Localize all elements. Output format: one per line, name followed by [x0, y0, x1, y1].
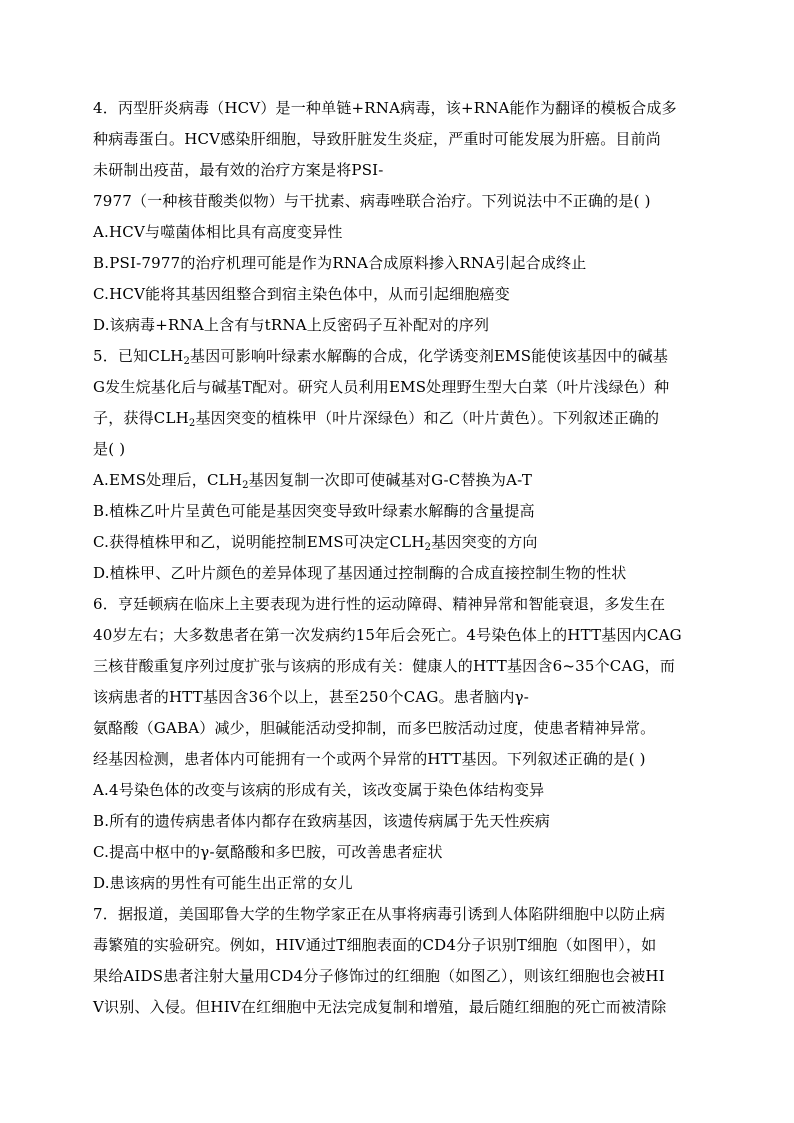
q4-line-4: 7977（一种核苷酸类似物）与干扰素、病毒唑联合治疗。下列说法中不正确的是( )	[93, 192, 651, 210]
q7-line-3: 果给AIDS患者注射大量用CD4分子修饰过的红细胞（如图乙），则该红细胞也会被HI	[93, 967, 665, 985]
q6-option-a: A.4号染色体的改变与该病的形成有关，该改变属于染色体结构变异	[93, 781, 545, 799]
q4-line-3: 未研制出疫苗，最有效的治疗方案是将PSI-	[93, 161, 384, 179]
q6-option-c: C.提高中枢中的γ-氨酪酸和多巴胺，可改善患者症状	[93, 843, 443, 861]
q5-line-1: 5．已知$CLH_2$基因可影响叶绿素水解酶的合成，化学诱变剂EMS能使该基因中的碱基	[93, 347, 669, 367]
q6-line-4: 该病患者的HTT基因含36个以上，甚至250个CAG。患者脑内γ-	[93, 688, 530, 706]
q4-option-b: B.PSI-7977的治疗机理可能是作为RNA合成原料掺入RNA引起合成终止	[93, 254, 587, 272]
q6-line-5: 氨酪酸（GABA）减少，胆碱能活动受抑制，而多巴胺活动过度，使患者精神异常。	[93, 719, 656, 737]
q5-line-2: G发生烷基化后与碱基T配对。研究人员利用EMS处理野生型大白菜（叶片浅绿色）种	[93, 378, 670, 396]
q7-line-2: 毒繁殖的实验研究。例如，HIV通过T细胞表面的CD4分子识别T细胞（如图甲），如	[93, 936, 657, 954]
q4-line-2: 种病毒蛋白。HCV感染肝细胞，导致肝脏发生炎症，严重时可能发展为肝癌。目前尚	[93, 130, 661, 148]
q6-line-3: 三核苷酸重复序列过度扩张与该病的形成有关：健康人的HTT基因含6~35个CAG，而	[93, 657, 676, 675]
q5-option-d: D.植株甲、乙叶片颜色的差异体现了基因通过控制酶的合成直接控制生物的性状	[93, 564, 627, 582]
q6-line-2: 40岁左右；大多数患者在第一次发病约15年后会死亡。4号染色体上的HTT基因内CAG	[93, 626, 682, 644]
q7-line-1: 7．据报道，美国耶鲁大学的生物学家正在从事将病毒引诱到人体陷阱细胞中以防止病	[93, 905, 666, 923]
q6-option-d: D.患该病的男性有可能生出正常的女儿	[93, 874, 353, 892]
document-page	[93, 93, 713, 1023]
q4-option-c: C.HCV能将其基因组整合到宿主染色体中，从而引起细胞癌变	[93, 285, 510, 303]
q6-line-6: 经基因检测，患者体内可能拥有一个或两个异常的HTT基因。下列叙述正确的是( )	[93, 750, 646, 768]
q5-line-4: 是( )	[93, 440, 126, 458]
q6-line-1: 6．亨廷顿病在临床上主要表现为进行性的运动障碍、精神异常和智能衰退，多发生在	[93, 595, 666, 613]
q7-line-4: V识别、入侵。但HIV在红细胞中无法完成复制和增殖，最后随红细胞的死亡而被清除	[93, 998, 667, 1016]
q5-option-a: A.EMS处理后，$CLH_2$基因复制一次即可使碱基对G-C替换为A-T	[93, 471, 533, 491]
q6-option-b: B.所有的遗传病患者体内都存在致病基因，该遗传病属于先天性疾病	[93, 812, 550, 830]
q5-line-3: 子，获得$CLH_2$基因突变的植株甲（叶片深绿色）和乙（叶片黄色）。下列叙述正确的	[93, 409, 660, 429]
q5-option-c: C.获得植株甲和乙，说明能控制EMS可决定$CLH_2$基因突变的方向	[93, 533, 538, 553]
q4-option-a: A.HCV与噬菌体相比具有高度变异性	[93, 223, 343, 241]
q4-option-d: D.该病毒+RNA上含有与tRNA上反密码子互补配对的序列	[93, 316, 490, 334]
q4-line-1: 4．丙型肝炎病毒（HCV）是一种单链+RNA病毒，该+RNA能作为翻译的模板合成多	[93, 99, 677, 117]
q5-option-b: B.植株乙叶片呈黄色可能是基因突变导致叶绿素水解酶的含量提高	[93, 502, 535, 520]
